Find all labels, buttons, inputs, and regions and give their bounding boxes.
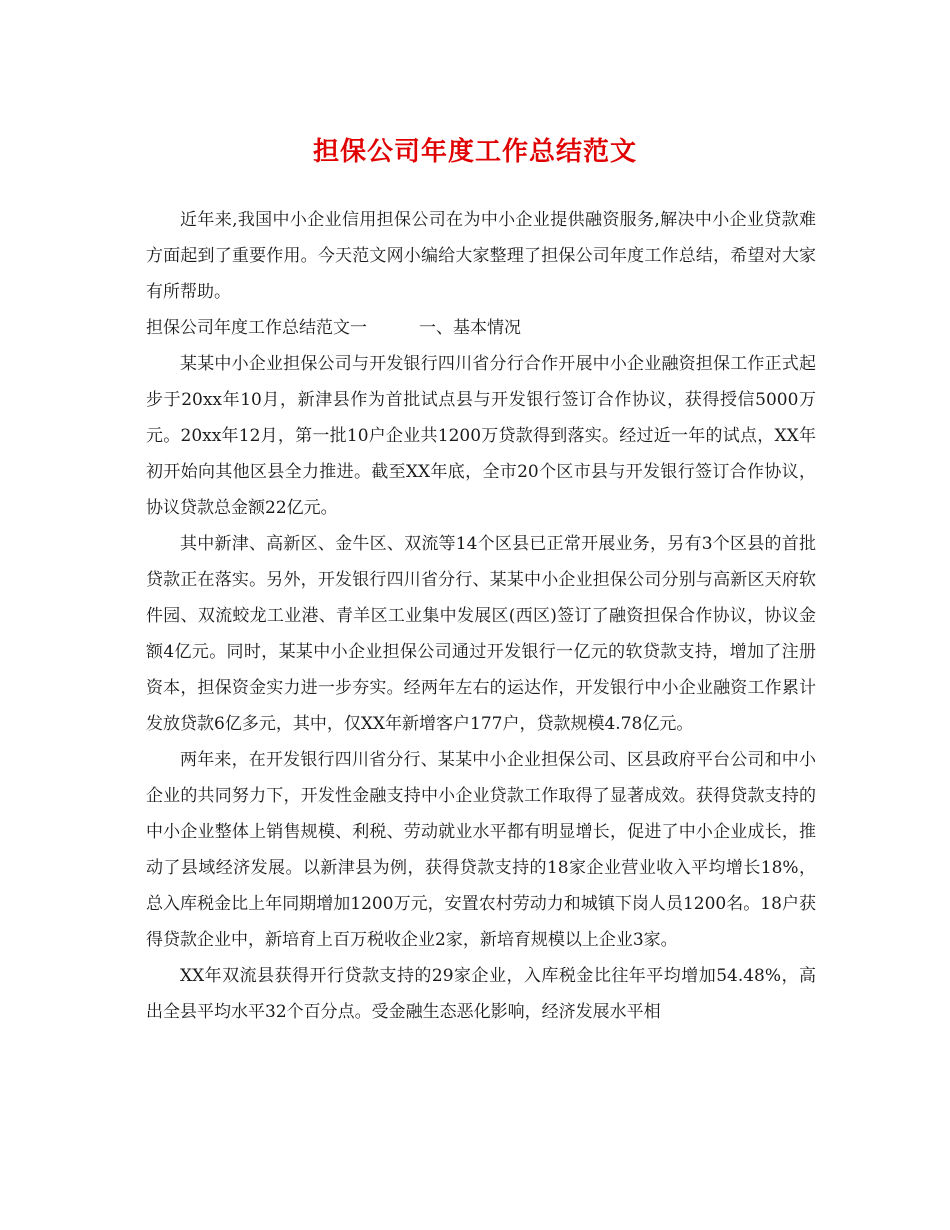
- section-heading-line: [146, 310, 816, 346]
- body-paragraph-3: 两年来，在开发银行四川省分行、某某中小企业担保公司、区县政府平台公司和中小企业的共同努力下，开发性金融支持中小企业贷款工作取得了显著成效。获得贷款支持的中小企业整体上销售规模、利税、劳动就业水平都有明显增长，促进了中小企业成长，推动了县域经济发展。以新津县为例，获得贷款支持的18家企业营业收入平均增长18%，总入库税金比上年同期增加1200万元，安置农村劳动力和城镇下岗人员1200名。18户获得贷款企业中，新培育上百万税收企业2家，新培育规模以上企业3家。: [146, 750, 816, 950]
- intro-paragraph: 近年来,我国中小企业信用担保公司在为中小企业提供融资服务,解决中小企业贷款难方面起到了重要作用。今天范文网小编给大家整理了担保公司年度工作总结，希望对大家有所帮助。: [146, 210, 816, 302]
- section-heading: 担保公司年度工作总结范文一: [146, 318, 367, 338]
- body-paragraph-4: XX年双流县获得开行贷款支持的29家企业，入库税金比往年平均增加54.48%，高出全县平均水平32个百分点。受金融生态恶化影响，经济发展水平相: [146, 966, 816, 1022]
- body-paragraph-2: 其中新津、高新区、金牛区、双流等14个区县已正常开展业务，另有3个区县的首批贷款正在落实。另外，开发银行四川省分行、某某中小企业担保公司分别与高新区天府软件园、双流蛟龙工业港、青羊区工业集中发展区(西区)签订了融资担保合作协议，协议金额4亿元。同时，某某中小企业担保公司通过开发银行一亿元的软贷款支持，增加了注册资本，担保资金实力进一步夯实。经两年左右的运达作，开发银行中小企业融资工作累计发放贷款6亿多元，其中，仅XX年新增客户177户，贷款规模4.78亿元。: [146, 534, 816, 734]
- body-paragraph-1: 某某中小企业担保公司与开发银行四川省分行合作开展中小企业融资担保工作正式起步于20xx年10月，新津县作为首批试点县与开发银行签订合作协议，获得授信5000万元。20xx年12月，第一批10户企业共1200万贷款得到落实。经过近一年的试点，XX年初开始向其他区县全力推进。截至XX年底，全市20个区市县与开发银行签订合作协议，协议贷款总金额22亿元。: [146, 354, 816, 518]
- document-body: [146, 202, 816, 1030]
- subheading: 一、基本情况: [419, 318, 521, 338]
- document-title: 担保公司年度工作总结范文: [312, 137, 637, 167]
